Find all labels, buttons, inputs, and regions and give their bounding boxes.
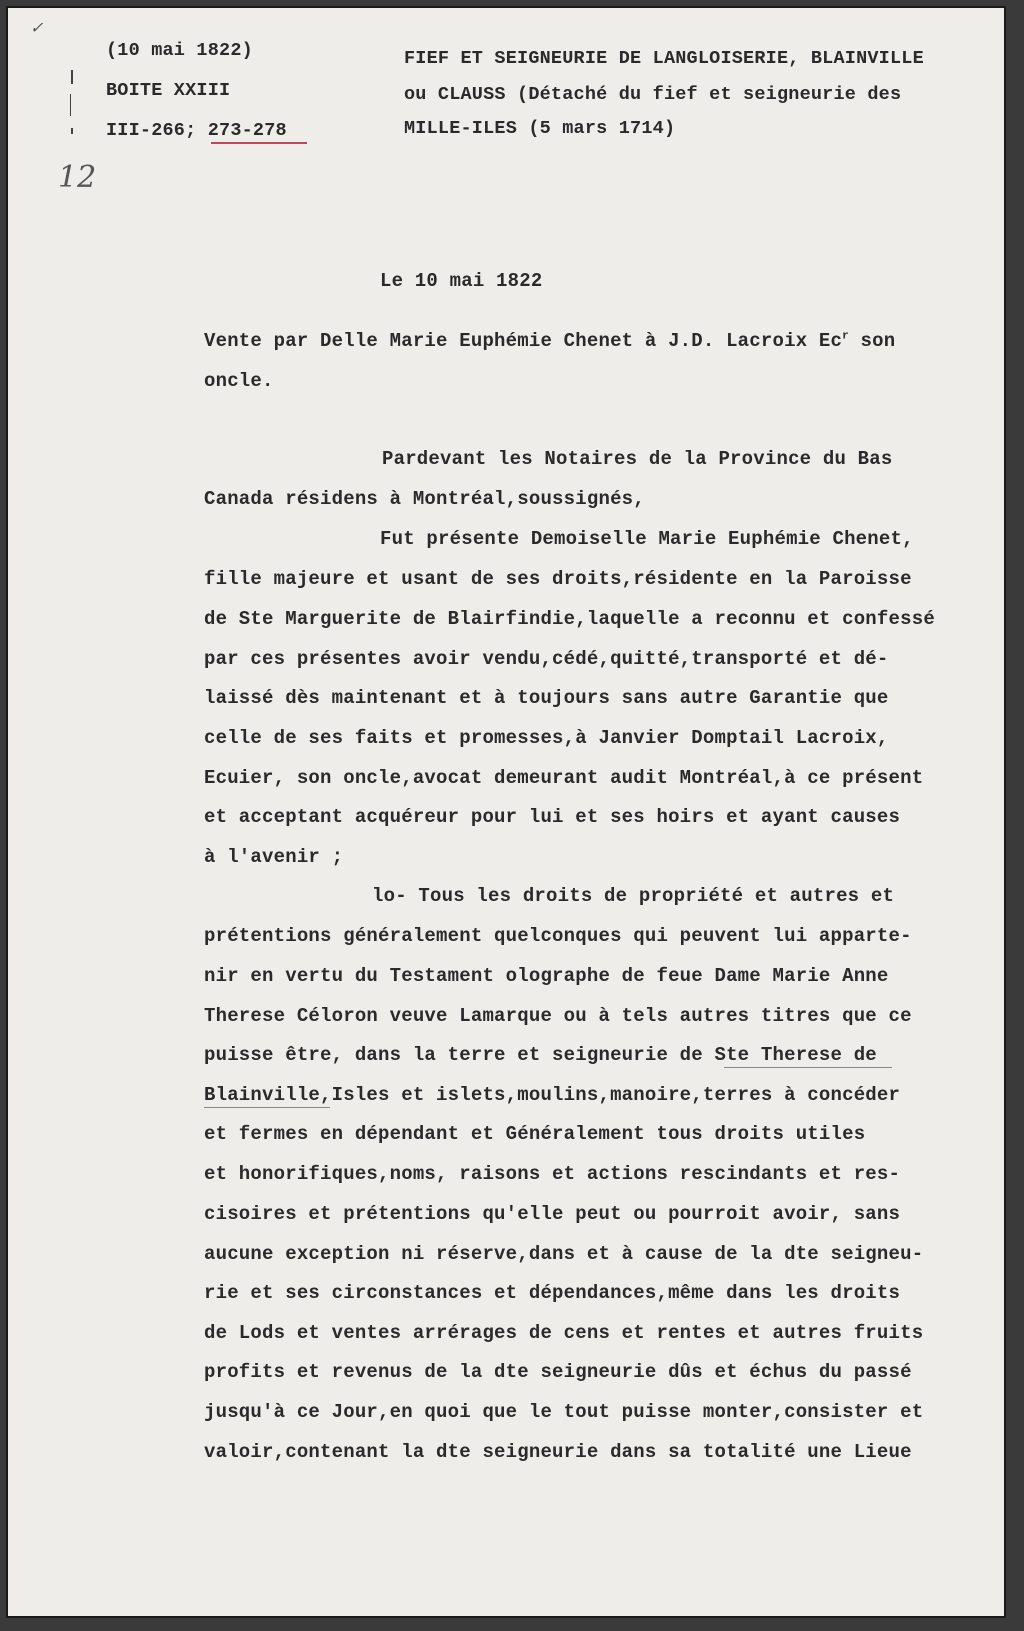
body-line: Therese Céloron veuve Lamarque ou à tels autres titres que ce [204,1005,912,1027]
body-line: profits et revenus de la dte seigneurie dûs et échus du passé [204,1361,912,1383]
pencil-underline-blainville [204,1107,330,1108]
header-title-line3: MILLE-ILES (5 mars 1714) [404,118,676,139]
body-line: et fermes en dépendant et Généralement tous droits utiles [204,1123,866,1145]
body-line: cisoires et prétentions qu'elle peut ou pourroit avoir, sans [204,1203,901,1225]
header-title-line1: FIEF ET SEIGNEURIE DE LANGLOISERIE, BLAINVILLE [404,48,924,69]
margin-mark-middle [70,94,71,116]
body-line: Fut présente Demoiselle Marie Euphémie Chenet, [380,528,914,550]
body-line: fille majeure et usant de ses droits,résidente en la Paroisse [204,568,912,590]
document-page [6,6,1006,1618]
body-line: Blainville,Isles et islets,moulins,manoire,terres à concéder [204,1084,901,1106]
body-line: valoir,contenant la dte seigneurie dans sa totalité une Lieue [204,1441,912,1463]
body-line: de Ste Marguerite de Blairfindie,laquelle a reconnu et confessé [204,608,935,630]
header-reference [106,120,287,142]
body-line: celle de ses faits et promesses,à Janvier Domptail Lacroix, [204,727,889,749]
body-line: et honorifiques,noms, raisons et actions rescindants et res- [204,1163,901,1185]
subject-main: Vente par Delle Marie Euphémie Chenet à J.D. Lacroix Ec [204,330,843,352]
body-line: aucune exception ni réserve,dans et à cause de la dte seigneu- [204,1243,924,1265]
body-line: Ecuier, son oncle,avocat demeurant audit Montréal,à ce présent [204,767,924,789]
body-line: rie et ses circonstances et dépendances,même dans les droits [204,1282,901,1304]
body-line: par ces présentes avoir vendu,cédé,quitté,transporté et dé- [204,648,889,670]
body-line: prétentions généralement quelconques qui peuvent lui apparte- [204,925,912,947]
header-reference-prefix: III-266; [106,120,208,141]
document-date: Le 10 mai 1822 [380,270,543,292]
body-line: Canada résidens à Montréal,soussignés, [204,488,645,510]
pencil-underline-therese [724,1067,892,1068]
body-line: de Lods et ventes arrérages de cens et rentes et autres fruits [204,1322,924,1344]
handwritten-tick: ✓ [30,18,44,37]
body-line: et acceptant acquéreur pour lui et ses hoirs et ayant causes [204,806,901,828]
handwritten-page-number: 12 [58,160,97,195]
body-line: laissé dès maintenant et à toujours sans autre Garantie que [204,687,889,709]
body-line: lo- Tous les droits de propriété et autres et [372,885,895,907]
body-line: à l'avenir ; [204,846,344,868]
subject-superscript: r [842,330,849,343]
header-title-line2: ou CLAUSS (Détaché du fief et seigneurie des [404,84,902,105]
subject-end: son [848,330,896,352]
red-underline [211,142,307,144]
body-line: puisse être, dans la terre et seigneurie de Ste Therese de [204,1044,877,1066]
subject-line1 [204,330,895,352]
margin-mark-top [71,70,73,84]
header-box: BOITE XXIII [106,80,231,101]
margin-mark-bottom [71,128,73,134]
body-line: Pardevant les Notaires de la Province du Bas [382,448,893,470]
body-line: nir en vertu du Testament olographe de feue Dame Marie Anne [204,965,889,987]
header-reference-pages: 273-278 [207,120,287,141]
header-date: (10 mai 1822) [106,40,253,61]
body-line: jusqu'à ce Jour,en quoi que le tout puisse monter,consister et [204,1401,924,1423]
subject-line2: oncle. [204,370,274,392]
